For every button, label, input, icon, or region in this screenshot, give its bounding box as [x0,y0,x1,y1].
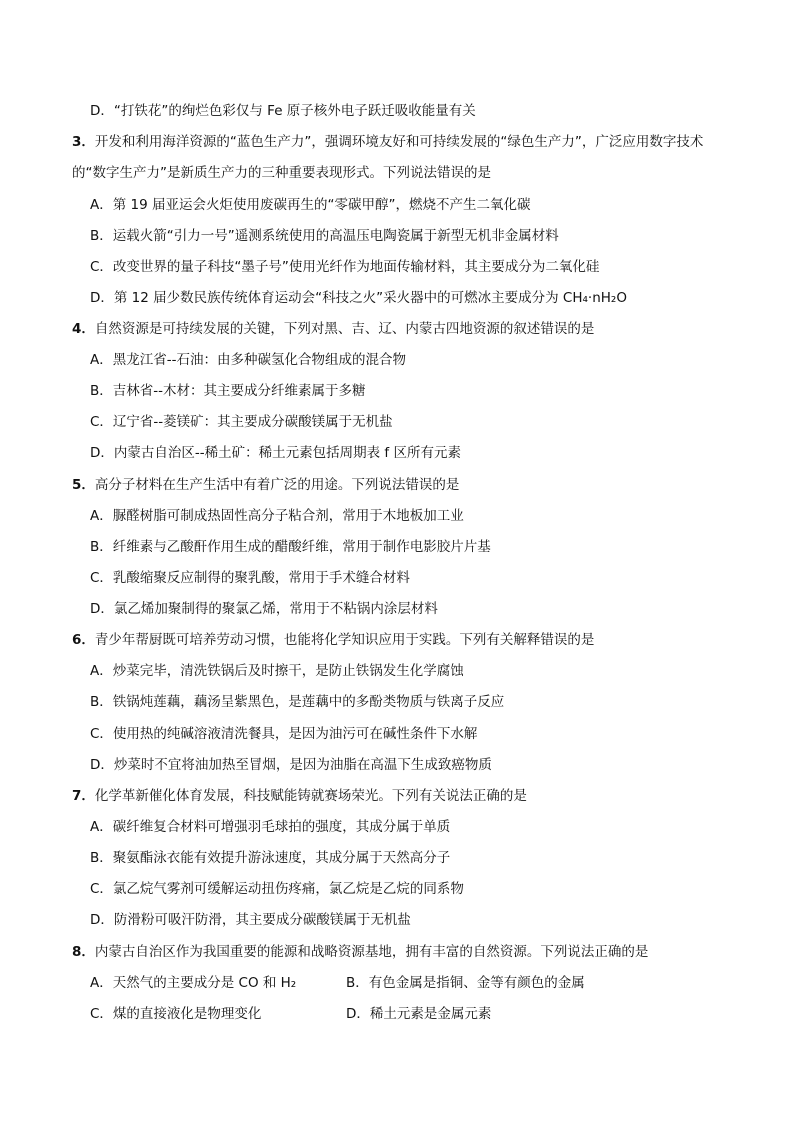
q3-option-d: D．第 12 届少数民族传统体育运动会“科技之火”采火器中的可燃冰主要成分为 CH₄·nH₂O [90,290,627,306]
q4-option-a: A．黑龙江省--石油：由多种碳氢化合物组成的混合物 [90,352,406,368]
q6-stem [72,630,594,650]
q8-option-d: D．稀土元素是金属元素 [346,1006,492,1022]
q4-stem [72,319,594,339]
q4-stem-text: 自然资源是可持续发展的关键，下列对黑、吉、辽、内蒙古四地资源的叙述错误的是 [94,321,595,337]
q3-option-c: C．改变世界的量子科技“墨子号”使用光纤作为地面传输材料，其主要成分为二氧化硅 [90,259,600,275]
q5-option-a: A．脲醛树脂可制成热固性高分子粘合剂，常用于木地板加工业 [90,508,464,524]
q4-option-c: C．辽宁省--菱镁矿：其主要成分碳酸镁属于无机盐 [90,414,393,430]
q3-option-b: B．运载火箭“引力一号”遥测系统使用的高温压电陶瓷属于新型无机非金属材料 [90,228,559,244]
q5-option-d: D．氯乙烯加聚制得的聚氯乙烯，常用于不粘锅内涂层材料 [90,601,438,617]
q5-number: 5． [72,477,95,493]
q7-option-d: D．防滑粉可吸汗防滑，其主要成分碳酸镁属于无机盐 [90,912,411,928]
q8-number: 8． [72,944,95,960]
q3-option-a: A．第 19 届亚运会火炬使用废碳再生的“零碳甲醇”，燃烧不产生二氧化碳 [90,197,531,213]
q8-option-c: C．煤的直接液化是物理变化 [90,1006,262,1022]
q6-option-c: C．使用热的纯碱溶液清洗餐具，是因为油污可在碱性条件下水解 [90,726,478,742]
q3-stem-line2: 的“数字生产力”是新质生产力的三种重要表现形式。下列说法错误的是 [72,165,491,181]
q6-number: 6． [72,632,95,648]
q5-stem [72,475,459,495]
q7-number: 7． [72,788,95,804]
q2-option-d: D．“打铁花”的绚烂色彩仅与 Fe 原子核外电子跃迁吸收能量有关 [90,103,476,119]
q7-stem-text: 化学革新催化体育发展，科技赋能铸就赛场荣光。下列有关说法正确的是 [94,788,527,804]
q3-stem-text: 开发和利用海洋资源的“蓝色生产力”，强调环境友好和可持续发展的“绿色生产力”，广泛应用数字技术 [94,134,704,150]
q7-option-b: B．聚氨酯泳衣能有效提升游泳速度，其成分属于天然高分子 [90,850,451,866]
q3-number: 3． [72,134,95,150]
q6-stem-text: 青少年帮厨既可培养劳动习惯，也能将化学知识应用于实践。下列有关解释错误的是 [94,632,595,648]
q6-option-a: A．炒菜完毕，清洗铁锅后及时擦干，是防止铁锅发生化学腐蚀 [90,663,464,679]
q8-option-b: B．有色金属是指铜、金等有颜色的金属 [346,975,585,991]
q8-stem-text: 内蒙古自治区作为我国重要的能源和战略资源基地，拥有丰富的自然资源。下列说法正确的是 [94,944,649,960]
q4-option-b: B．吉林省--木材：其主要成分纤维素属于多糖 [90,383,366,399]
q6-option-b: B．铁锅炖莲藕，藕汤呈紫黑色，是莲藕中的多酚类物质与铁离子反应 [90,694,505,710]
q8-stem [72,942,648,962]
q6-option-d: D．炒菜时不宜将油加热至冒烟，是因为油脂在高温下生成致癌物质 [90,757,492,773]
q7-option-a: A．碳纤维复合材料可增强羽毛球拍的强度，其成分属于单质 [90,819,451,835]
q3-stem-line1 [72,132,703,152]
q7-stem [72,786,527,806]
q8-option-a: A．天然气的主要成分是 CO 和 H₂ [90,975,297,991]
q5-option-b: B．纤维素与乙酸酐作用生成的醋酸纤维，常用于制作电影胶片片基 [90,539,491,555]
q7-option-c: C．氯乙烷气雾剂可缓解运动扭伤疼痛，氯乙烷是乙烷的同系物 [90,881,464,897]
q4-option-d: D．内蒙古自治区--稀土矿：稀土元素包括周期表 f 区所有元素 [90,445,461,461]
q4-number: 4． [72,321,95,337]
q5-stem-text: 高分子材料在生产生活中有着广泛的用途。下列说法错误的是 [94,477,460,493]
q5-option-c: C．乳酸缩聚反应制得的聚乳酸，常用于手术缝合材料 [90,570,410,586]
